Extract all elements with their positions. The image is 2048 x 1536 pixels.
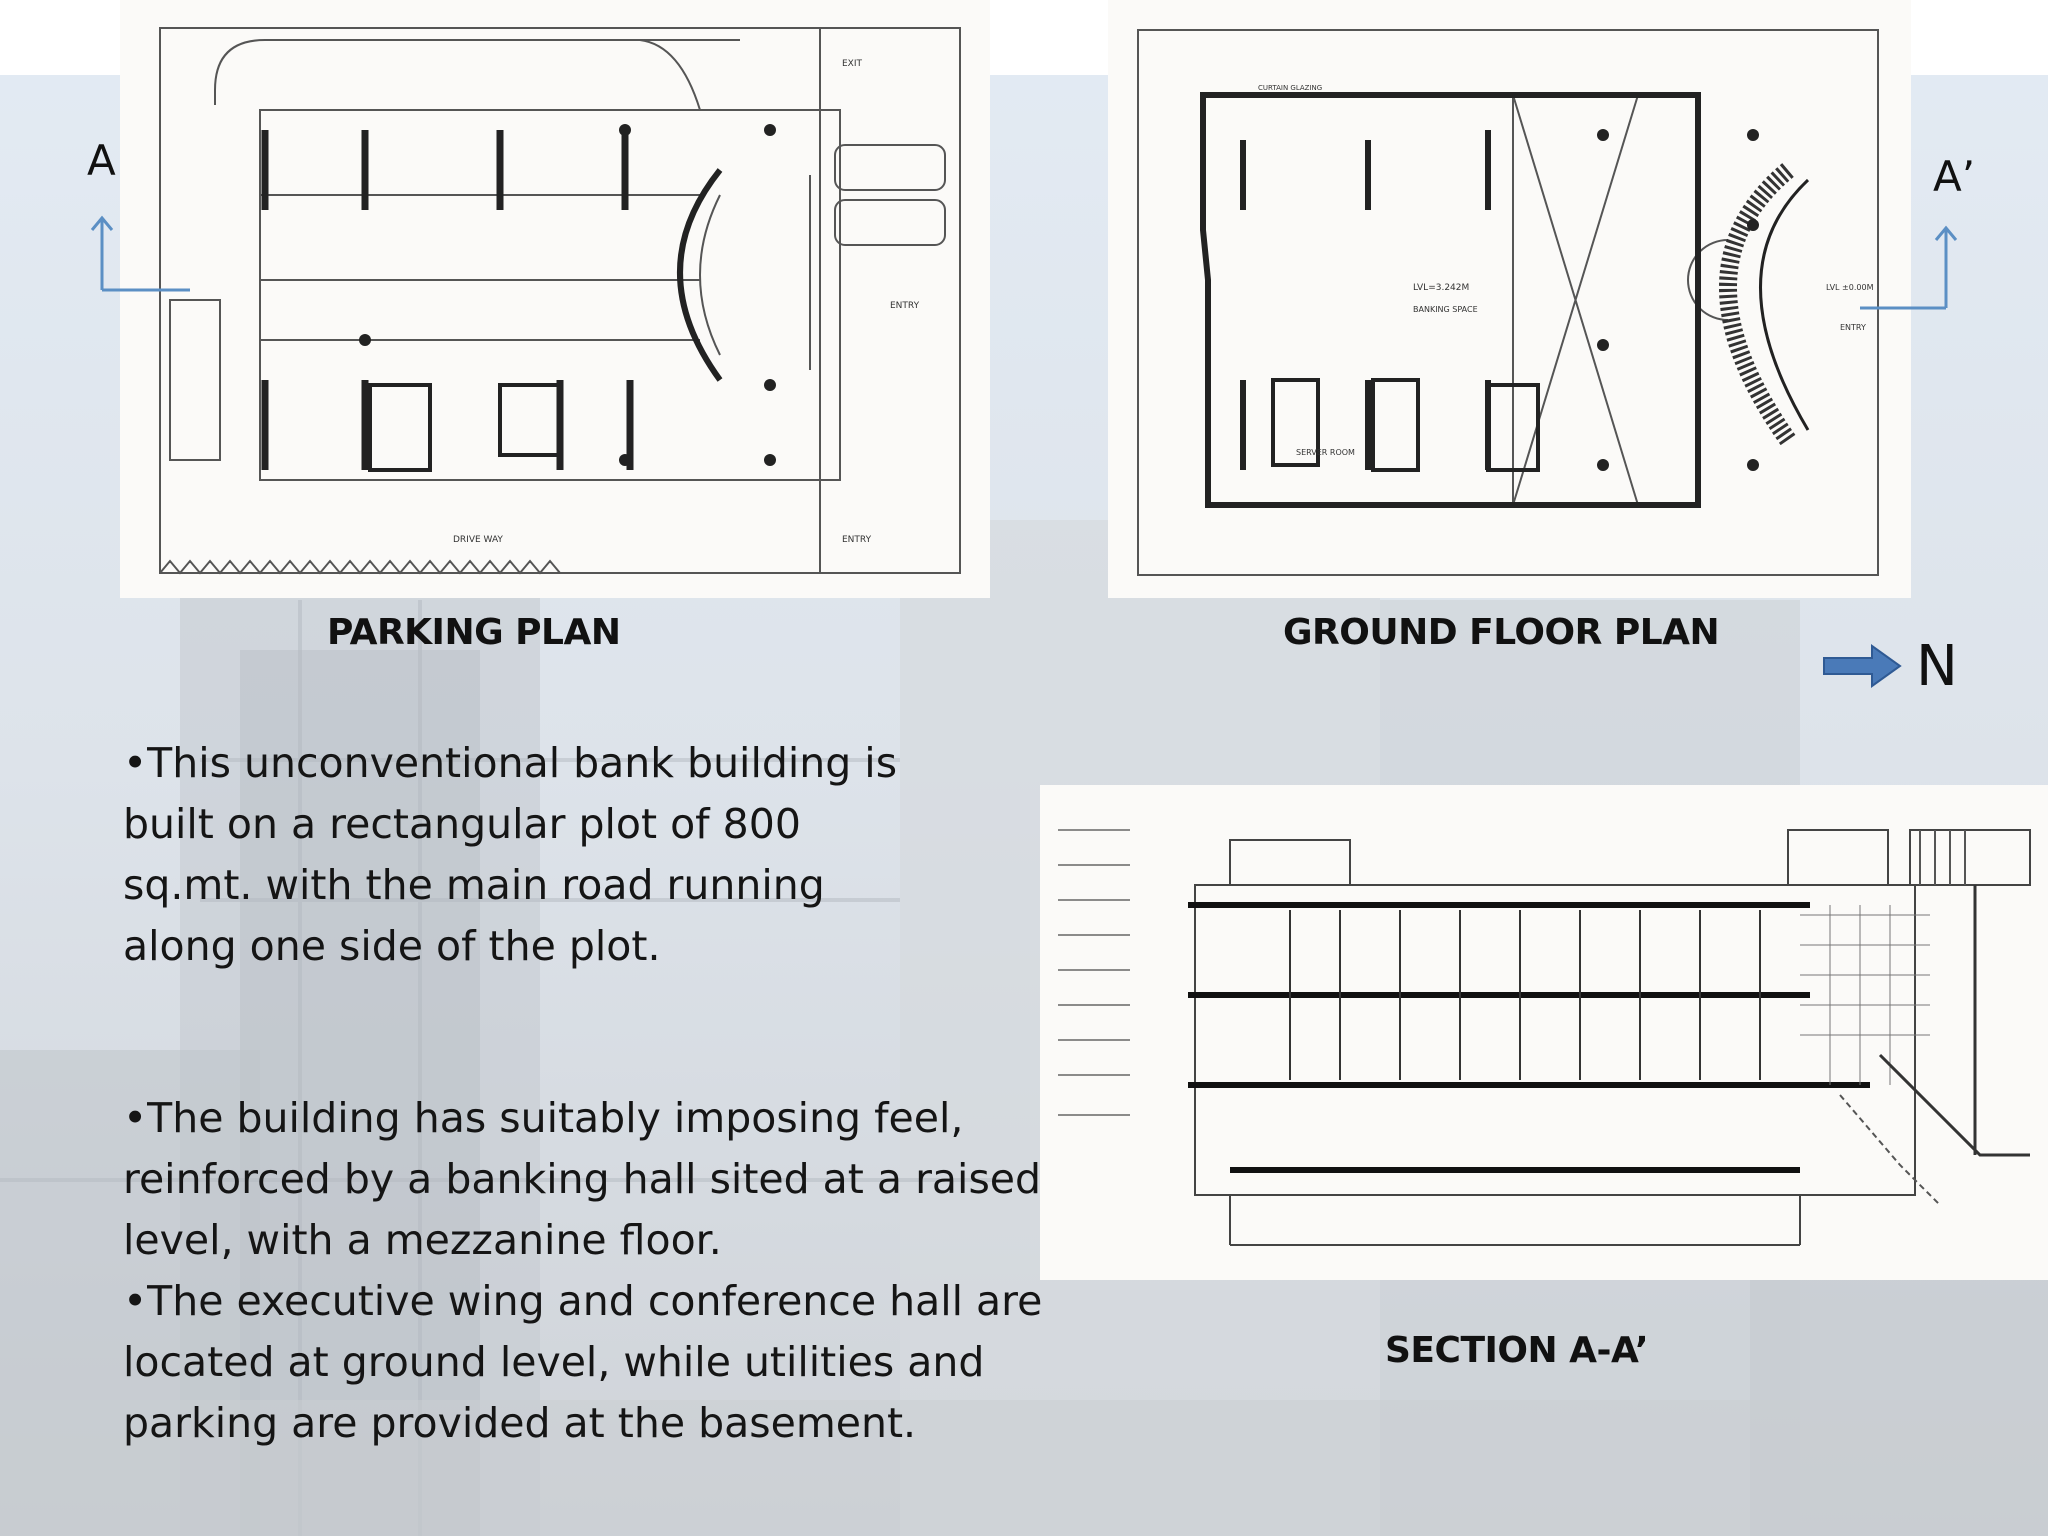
parking-exit-label: EXIT [842,59,863,69]
gfp-entry-label: ENTRY [1840,323,1866,332]
paragraph-text: •The building has suitably imposing feel, reinforced by a banking hall sited at a raised level, with a mezzanine floor. [123,1094,1042,1264]
north-arrow-icon [1822,642,1902,690]
section-arrow-left-icon [85,210,195,295]
parking-entry-bottom-label: ENTRY [842,535,872,545]
section-marker-a-prime: A’ [1933,152,1976,201]
north-label: N [1916,634,1958,699]
parking-plan-drawing [120,0,990,598]
section-marker-a: A [87,136,116,185]
gfp-entry-level-label: LVL ±0.00M [1826,283,1874,292]
section-drawing [1040,785,2048,1280]
section-arrow-right-icon [1860,220,1960,312]
gfp-curtain-glazing-label: CURTAIN GLAZING [1258,84,1323,92]
caption-section: SECTION A-A’ [1385,1330,1649,1371]
ground-floor-plan-drawing [1108,0,1911,598]
description-paragraph-1 [123,733,913,977]
paragraph-text: •This unconventional bank building is built on a rectangular plot of 800 sq.mt. with the main road running along one side of the plot. [123,739,898,970]
gfp-banking-space-label: BANKING SPACE [1413,305,1478,314]
parking-entry-top-label: ENTRY [890,301,920,311]
gfp-server-room-label: SERVER ROOM [1296,448,1355,457]
gfp-level-label: LVL=3.242M [1413,283,1470,293]
caption-parking-plan: PARKING PLAN [327,612,621,653]
description-paragraph-2 [123,1088,1043,1454]
caption-ground-floor-plan: GROUND FLOOR PLAN [1283,612,1720,653]
paragraph-text: •The executive wing and conference hall are located at ground level, while utilities and parking are provided at the basement. [123,1277,1043,1447]
parking-driveway-label: DRIVE WAY [453,535,503,545]
